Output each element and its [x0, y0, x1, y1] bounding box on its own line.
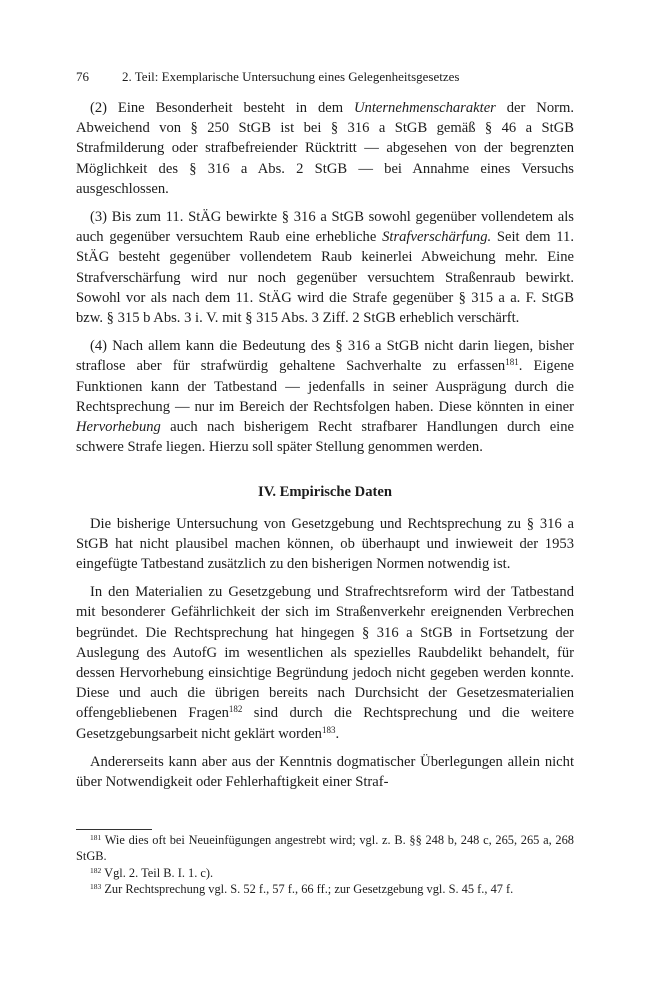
footnote-text: Vgl. 2. Teil B. I. 1. c). [101, 865, 214, 880]
main-text [76, 98, 574, 800]
paragraph-6: In den Materialien zu Gesetzgebung und Strafrechtsreform wird der Tatbestand mit besonderer Gefährlichkeit der sich im Straßenverkehr ereignenden Verbrechen begründet. Die Rechtsprechung hat hingegen § 316 a StGB in Fortsetzung der Auslegung des AutofG im wesentlichen als spezielles Raubdelikt behandelt, für dessen Hervorhebung einsichtige Begründung jedoch nicht gegeben werden konnte. Diese und auch die übrigen bereits nach Durchsicht der Gesetzesmaterialien offengebliebenen Fragen$^{182}$ sind durch die Rechtsprechung und die weitere Gesetzgebungsarbeit nicht geklärt worden$^{183}$. [76, 584, 574, 742]
footnotes [76, 833, 574, 899]
paragraph-7: Andererseits kann aber aus der Kenntnis dogmatischer Überlegungen allein nicht über Notwendigkeit oder Fehlerhaftigkeit einer Straf- [76, 753, 574, 791]
paragraph-3: (3) Bis zum 11. StÄG bewirkte § 316 a StGB sowohl gegenüber vollendetem als auch gegenüber versuchtem Raub eine erhebliche Strafverschärfung. Seit dem 11. StÄG besteht gegenüber vollendetem Raub keinerlei Abweichung mehr. Eine Strafverschärfung wird nur noch gegenüber versuchtem Straßenraub bewirkt. Sowohl vor als nach dem 11. StÄG wird die Strafe gegenüber § 315 a a. F. StGB bzw. § 315 b Abs. 3 i. V. mit § 315 Abs. 3 Ziff. 2 StGB erheblich verschärft. [76, 209, 574, 327]
footnote-text: Wie dies oft bei Neueinfügungen angestrebt wird; vgl. z. B. §§ 248 b, 248 c, 265, 265 a, 268 StGB. [76, 833, 574, 863]
emphasis: Hervorhebung [76, 419, 161, 436]
footnote-text: Zur Rechtsprechung vgl. S. 52 f., 57 f., 66 ff.; zur Gesetzgebung vgl. S. 45 f., 47 f. [101, 882, 514, 897]
footnote-number: 183 [90, 882, 102, 892]
page-number: 76 [76, 69, 89, 84]
footnote-ref: 181 [505, 357, 519, 368]
paragraph-2: (2) Eine Besonderheit besteht in dem Unternehmenscharakter der Norm. Abweichend von § 250 StGB ist bei § 316 a StGB gemäß § 46 a StGB Strafmilderung oder strafbefreiender Rücktritt — abgesehen von der begrenzten Möglichkeit des § 316 a Abs. 2 StGB — bei Annahme eines Versuchs ausgeschlossen. [76, 100, 574, 197]
emphasis: Strafverschärfung. [382, 229, 492, 246]
footnote-number: 181 [90, 833, 102, 842]
footnote-divider [76, 829, 152, 830]
footnote [76, 833, 574, 865]
footnote-ref: 183 [321, 724, 336, 735]
running-header [76, 69, 574, 85]
running-title: 2. Teil: Exemplarische Untersuchung eines Gelegenheitsgesetzes [122, 69, 460, 84]
emphasis: Unternehmenscharakter [354, 100, 496, 116]
footnote [76, 866, 574, 882]
paragraph-5: Die bisherige Untersuchung von Gesetzgebung und Rechtsprechung zu § 316 a StGB hat nicht plausibel machen können, ob überhaupt und inwieweit der 1953 eingefügte Tatbestand zusätzlich zu den bisherigen Normen notwendig ist. [76, 515, 574, 573]
paragraph-4: (4) Nach allem kann die Bedeutung des § 316 a StGB nicht darin liegen, bisher straflose aber für strafwürdig gehaltene Sachverhalte zu erfassen$^{181}$. Eigene Funktionen kann der Tatbestand — jedenfalls in seiner Ausprägung durch die Rechtsprechung — nur im Bereich der Rechtsfolgen haben. Diese könnten in einer Hervorhebung auch nach bisherigem Recht strafbarer Handlungen durch eine schwere Strafe liegen. Hierzu soll später Stellung genommen werden. [76, 338, 574, 456]
footnote-number: 182 [90, 865, 102, 875]
footnote-ref: 182 [228, 704, 243, 715]
footnote [76, 882, 574, 898]
section-heading: IV. Empirische Daten [258, 484, 392, 501]
